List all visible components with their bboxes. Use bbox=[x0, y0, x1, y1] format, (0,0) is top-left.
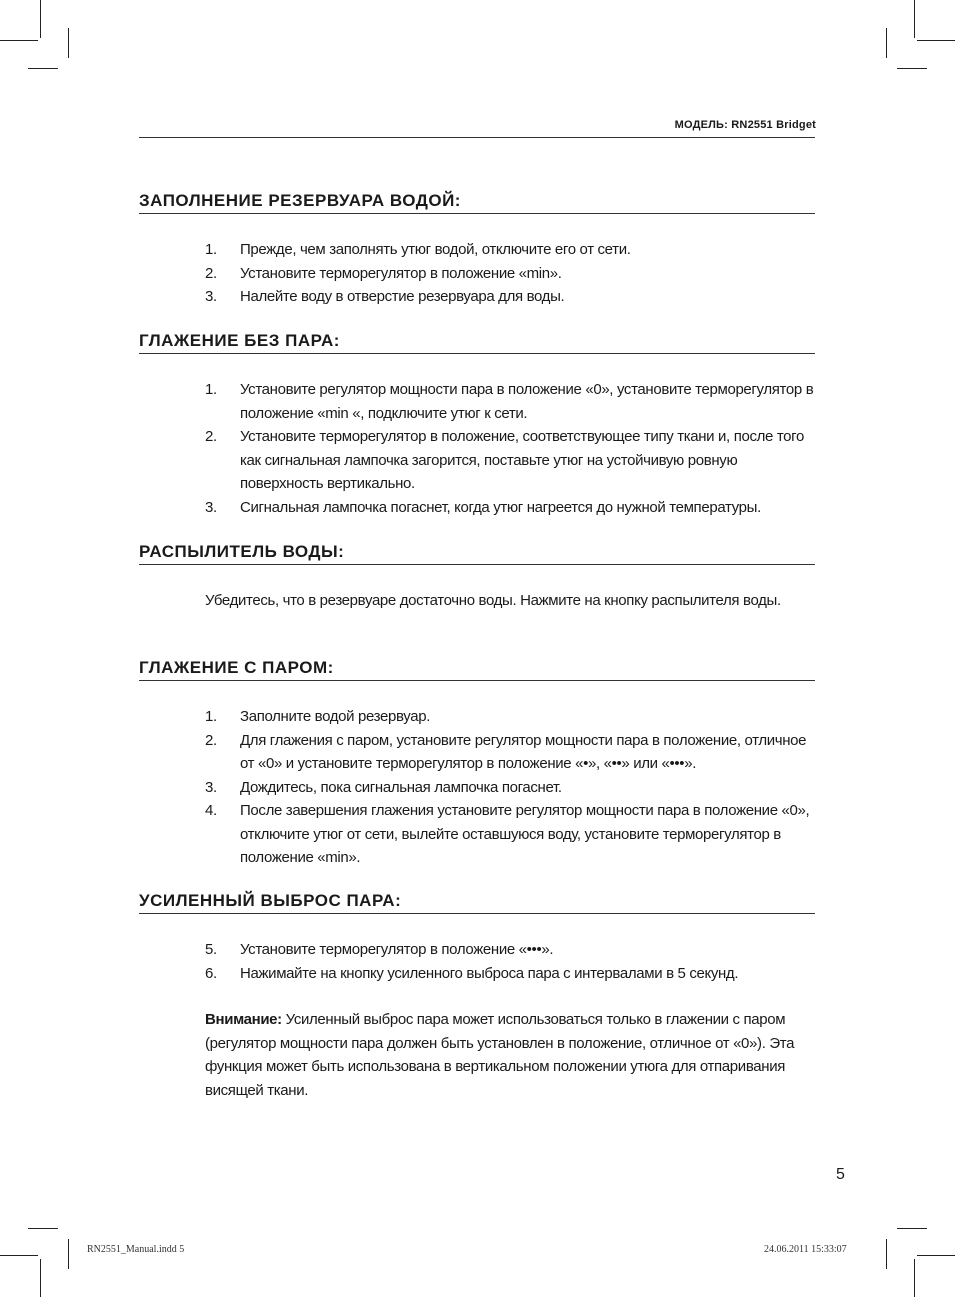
list-item bbox=[139, 776, 815, 800]
warning-text: Усиленный выброс пара может использоваться только в глажении с паром (регулятор мощности пара должен быть установлен в положение, отличное от «0»). Эта функция может быть использована в вертикальном положении утюга для отпаривания висящей ткани. bbox=[205, 1011, 795, 1099]
list-item bbox=[139, 799, 815, 870]
item-text: После завершения глажения установите регулятор мощности пара в положение «0», отключите утюг от сети, вылейте оставшуюся воду, установите терморегулятор в положение «min». bbox=[240, 802, 810, 866]
section-title: УСИЛЕННЫЙ ВЫБРОС ПАРА: bbox=[139, 891, 815, 914]
section-title: ЗАПОЛНЕНИЕ РЕЗЕРВУАРА ВОДОЙ: bbox=[139, 191, 815, 214]
list-item bbox=[139, 938, 815, 962]
item-number: 2. bbox=[205, 731, 217, 749]
crop-mark bbox=[28, 1228, 58, 1229]
item-text: Налейте воду в отверстие резервуара для воды. bbox=[240, 288, 565, 305]
item-number: 1. bbox=[205, 241, 217, 258]
crop-mark bbox=[68, 28, 69, 58]
paragraph: Убедитесь, что в резервуаре достаточно воды. Нажмите на кнопку распылителя воды. bbox=[205, 592, 781, 609]
footer-file-slug: RN2551_Manual.indd 5 bbox=[87, 1244, 185, 1255]
page-number: 5 bbox=[836, 1166, 845, 1183]
crop-mark bbox=[917, 1255, 955, 1256]
item-number: 4. bbox=[205, 802, 217, 819]
item-number: 1. bbox=[205, 708, 217, 725]
crop-mark bbox=[68, 1239, 69, 1269]
item-number: 1. bbox=[205, 381, 217, 398]
crop-mark bbox=[886, 28, 887, 58]
list-item bbox=[139, 238, 815, 262]
step-list bbox=[139, 705, 815, 870]
crop-mark bbox=[897, 68, 927, 69]
crop-mark bbox=[886, 1239, 887, 1269]
section-title: ГЛАЖЕНИЕ С ПАРОМ: bbox=[139, 658, 815, 681]
item-number: 2. bbox=[205, 264, 217, 282]
list-item bbox=[139, 262, 815, 286]
list-item bbox=[139, 425, 815, 496]
crop-mark bbox=[914, 0, 915, 38]
item-text: Установите регулятор мощности пара в положение «0», установите терморегулятор в положение «min «, подключите утюг к сети. bbox=[240, 381, 814, 422]
section-dry-ironing bbox=[139, 331, 815, 519]
item-text: Прежде, чем заполнять утюг водой, отключите его от сети. bbox=[240, 241, 631, 258]
list-item bbox=[139, 962, 815, 986]
item-text: Установите терморегулятор в положение, соответствующее типу ткани и, после того как сигнальная лампочка загорится, поставьте утюг на устойчивую ровную поверхность вертикально. bbox=[240, 428, 804, 492]
list-item bbox=[139, 285, 815, 309]
crop-mark bbox=[40, 1259, 41, 1297]
list-item bbox=[139, 378, 815, 425]
crop-mark bbox=[917, 40, 955, 41]
item-text: Установите терморегулятор в положение «•••». bbox=[240, 941, 554, 958]
step-list bbox=[139, 238, 815, 309]
item-text: Нажимайте на кнопку усиленного выброса пара с интервалами в 5 секунд. bbox=[240, 964, 739, 982]
crop-mark bbox=[40, 0, 41, 38]
section-water-spray bbox=[139, 542, 815, 613]
item-text: Для глажения с паром, установите регулятор мощности пара в положение, отличное от «0» и установите терморегулятор в положение «•», «••» или «•••». bbox=[240, 731, 807, 772]
section-title: ГЛАЖЕНИЕ БЕЗ ПАРА: bbox=[139, 331, 815, 354]
warning-label: Внимание: bbox=[205, 1011, 282, 1028]
step-list bbox=[139, 938, 815, 985]
list-item bbox=[139, 705, 815, 729]
list-item bbox=[139, 496, 815, 520]
item-text: Сигнальная лампочка погаснет, когда утюг нагреется до нужной температуры. bbox=[240, 498, 761, 516]
header-divider bbox=[139, 137, 815, 138]
section-steam-ironing bbox=[139, 658, 815, 870]
item-number: 5. bbox=[205, 941, 217, 958]
crop-mark bbox=[0, 40, 38, 41]
item-number: 2. bbox=[205, 428, 217, 445]
crop-mark bbox=[914, 1259, 915, 1297]
footer-datetime-slug: 24.06.2011 15:33:07 bbox=[764, 1244, 847, 1255]
crop-mark bbox=[897, 1228, 927, 1229]
section-steam-burst bbox=[139, 891, 815, 1102]
item-number: 3. bbox=[205, 778, 217, 796]
item-number: 6. bbox=[205, 964, 217, 982]
item-text: Заполните водой резервуар. bbox=[240, 708, 431, 725]
item-text: Установите терморегулятор в положение «min». bbox=[240, 264, 562, 282]
item-text: Дождитесь, пока сигнальная лампочка погаснет. bbox=[240, 778, 562, 796]
warning-note bbox=[205, 1008, 815, 1102]
section-title: РАСПЫЛИТЕЛЬ ВОДЫ: bbox=[139, 542, 815, 565]
item-number: 3. bbox=[205, 288, 217, 305]
item-number: 3. bbox=[205, 498, 217, 516]
crop-mark bbox=[28, 68, 58, 69]
crop-mark bbox=[0, 1255, 38, 1256]
model-header: МОДЕЛЬ: RN2551 Bridget bbox=[674, 119, 816, 131]
list-item bbox=[139, 729, 815, 776]
step-list bbox=[139, 378, 815, 519]
section-filling-tank bbox=[139, 191, 815, 309]
